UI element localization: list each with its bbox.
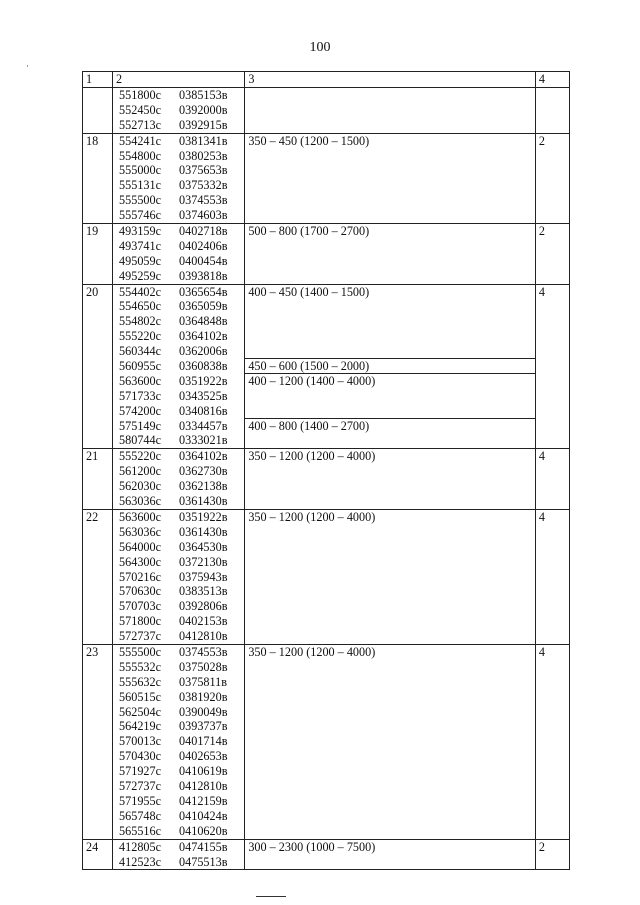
coordinate-pair	[119, 824, 244, 839]
table-row	[83, 510, 570, 645]
coordinate-pair	[119, 163, 244, 178]
coordinates-cell	[113, 88, 245, 134]
table-row	[83, 645, 570, 840]
latitude-value: 555746с	[119, 208, 162, 223]
row-number: 21	[86, 449, 99, 464]
depth-range-segment: 400 – 800 (1400 – 2700)	[248, 418, 370, 433]
row-number-cell	[83, 449, 113, 510]
coordinate-pair	[119, 329, 244, 344]
latitude-value: 564219с	[119, 719, 162, 734]
longitude-value: 0372130в	[179, 554, 228, 569]
latitude-value: 575149с	[119, 418, 162, 433]
category-value: 4	[538, 645, 545, 660]
coordinate-pair	[119, 794, 244, 809]
latitude-value: 495259с	[119, 268, 162, 283]
row-number: 22	[86, 510, 99, 525]
latitude-value: 563600с	[119, 373, 162, 388]
coordinate-pair	[119, 359, 244, 374]
table-row	[83, 88, 570, 134]
longitude-value: 0474155в	[179, 839, 228, 854]
longitude-value: 0392000в	[179, 102, 228, 117]
depth-range-segment: 400 – 450 (1400 – 1500)	[245, 285, 535, 360]
latitude-value: 571800с	[119, 614, 162, 629]
coordinate-pair	[119, 449, 244, 464]
coordinate-pair	[119, 239, 244, 254]
depth-range: 300 – 2300 (1000 – 7500)	[248, 839, 376, 854]
header-cell-4: 4	[535, 72, 569, 88]
latitude-value: 554800с	[119, 148, 162, 163]
latitude-value: 563600с	[119, 510, 162, 525]
coordinate-pair	[119, 103, 244, 118]
longitude-value: 0362006в	[179, 344, 228, 359]
coordinate-pair	[119, 599, 244, 614]
latitude-value: 560344с	[119, 344, 162, 359]
category-cell	[535, 88, 569, 134]
latitude-value: 555532с	[119, 659, 162, 674]
depth-range: 350 – 450 (1200 – 1500)	[248, 133, 370, 148]
coordinate-pair	[119, 433, 244, 448]
longitude-value: 0360838в	[179, 359, 228, 374]
latitude-value: 554402с	[119, 284, 162, 299]
depth-range-cell	[245, 645, 536, 840]
longitude-value: 0412159в	[179, 793, 228, 808]
latitude-value: 565516с	[119, 823, 162, 838]
longitude-value: 0402718в	[179, 224, 228, 239]
category-value: 4	[538, 284, 545, 299]
coordinate-pair	[119, 464, 244, 479]
coordinate-pair	[119, 660, 244, 675]
longitude-value: 0402153в	[179, 614, 228, 629]
coordinates-cell	[113, 839, 245, 870]
latitude-value: 571733с	[119, 388, 162, 403]
category-cell	[535, 133, 569, 223]
margin-mark	[27, 65, 28, 67]
coordinate-pair	[119, 570, 244, 585]
depth-range-cell	[245, 224, 536, 285]
coordinate-pair	[119, 118, 244, 133]
row-number: 18	[86, 133, 99, 148]
latitude-value: 552713с	[119, 117, 162, 132]
coordinate-pair	[119, 540, 244, 555]
table-row	[83, 449, 570, 510]
longitude-value: 0410424в	[179, 808, 228, 823]
page-number: 100	[309, 40, 331, 55]
coordinate-pair	[119, 149, 244, 164]
coordinate-pair	[119, 840, 244, 855]
coordinates-cell	[113, 449, 245, 510]
latitude-value: 570216с	[119, 569, 162, 584]
latitude-value: 563036с	[119, 524, 162, 539]
longitude-value: 0392806в	[179, 599, 228, 614]
longitude-value: 0361430в	[179, 494, 228, 509]
depth-range-segment: 450 – 600 (1500 – 2000)	[245, 359, 535, 374]
coordinates-cell	[113, 284, 245, 449]
latitude-value: 564300с	[119, 554, 162, 569]
longitude-value: 0364102в	[179, 329, 228, 344]
header-cell-1: 1	[83, 72, 113, 88]
coordinate-pair	[119, 705, 244, 720]
longitude-value: 0392915в	[179, 117, 228, 132]
category-cell	[535, 839, 569, 870]
category-cell	[535, 510, 569, 645]
table-row	[83, 224, 570, 285]
latitude-value: 552450с	[119, 102, 162, 117]
longitude-value: 0375028в	[179, 659, 228, 674]
longitude-value: 0410619в	[179, 764, 228, 779]
latitude-value: 574200с	[119, 403, 162, 418]
coordinates-cell	[113, 645, 245, 840]
table-row	[83, 133, 570, 223]
latitude-value: 555000с	[119, 163, 162, 178]
coordinate-pair	[119, 764, 244, 779]
coordinate-pair	[119, 374, 244, 389]
coordinates-cell	[113, 510, 245, 645]
coordinate-pair	[119, 584, 244, 599]
row-number-cell	[83, 284, 113, 449]
row-number: 24	[86, 839, 99, 854]
longitude-value: 0375943в	[179, 569, 228, 584]
row-number-cell	[83, 839, 113, 870]
coordinate-pair	[119, 494, 244, 509]
coordinates-cell	[113, 224, 245, 285]
longitude-value: 0401714в	[179, 734, 228, 749]
longitude-value: 0365059в	[179, 299, 228, 314]
longitude-value: 0381341в	[179, 133, 228, 148]
latitude-value: 554802с	[119, 314, 162, 329]
coordinate-pair	[119, 555, 244, 570]
depth-range-cell	[245, 88, 536, 134]
latitude-value: 570703с	[119, 599, 162, 614]
latitude-value: 493159с	[119, 224, 162, 239]
longitude-value: 0375653в	[179, 163, 228, 178]
category-cell	[535, 224, 569, 285]
longitude-value: 0383513в	[179, 584, 228, 599]
latitude-value: 570430с	[119, 749, 162, 764]
latitude-value: 572737с	[119, 779, 162, 794]
category-cell	[535, 449, 569, 510]
latitude-value: 495059с	[119, 253, 162, 268]
depth-range-segment: 400 – 1200 (1400 – 4000)	[245, 374, 535, 419]
latitude-value: 580744с	[119, 433, 162, 448]
depth-range-cell	[245, 510, 536, 645]
coordinate-pair	[119, 734, 244, 749]
longitude-value: 0374553в	[179, 193, 228, 208]
category-value: 2	[538, 133, 545, 148]
coordinate-pair	[119, 645, 244, 660]
longitude-value: 0333021в	[179, 433, 228, 448]
category-cell	[535, 645, 569, 840]
coordinate-pair	[119, 690, 244, 705]
longitude-value: 0343525в	[179, 388, 228, 403]
longitude-value: 0334457в	[179, 418, 228, 433]
depth-range-cell	[245, 839, 536, 870]
coordinate-pair	[119, 314, 244, 329]
coordinate-pair	[119, 675, 244, 690]
coordinate-pair	[119, 629, 244, 644]
latitude-value: 555632с	[119, 674, 162, 689]
longitude-value: 0374603в	[179, 208, 228, 223]
longitude-value: 0390049в	[179, 704, 228, 719]
coordinate-pair	[119, 809, 244, 824]
latitude-value: 571955с	[119, 793, 162, 808]
latitude-value: 412523с	[119, 854, 162, 869]
longitude-value: 0381920в	[179, 689, 228, 704]
longitude-value: 0410620в	[179, 823, 228, 838]
depth-range-cell	[245, 449, 536, 510]
longitude-value: 0365654в	[179, 284, 228, 299]
coordinate-pair	[119, 254, 244, 269]
latitude-value: 560515с	[119, 689, 162, 704]
latitude-value: 551800с	[119, 88, 162, 102]
longitude-value: 0375332в	[179, 178, 228, 193]
longitude-value: 0364530в	[179, 539, 228, 554]
coordinate-pair	[119, 614, 244, 629]
coordinate-pair	[119, 299, 244, 314]
coordinate-pair	[119, 525, 244, 540]
latitude-value: 555220с	[119, 449, 162, 464]
longitude-value: 0364102в	[179, 449, 228, 464]
depth-range: 350 – 1200 (1200 – 4000)	[248, 645, 376, 660]
table-row	[83, 839, 570, 870]
coordinate-pair	[119, 389, 244, 404]
depth-range-cell	[245, 133, 536, 223]
row-number: 19	[86, 224, 99, 239]
coordinate-pair	[119, 88, 244, 103]
longitude-value: 0412810в	[179, 629, 228, 644]
latitude-value: 554241с	[119, 133, 162, 148]
longitude-value: 0385153в	[179, 88, 228, 102]
longitude-value: 0351922в	[179, 510, 228, 525]
latitude-value: 565748с	[119, 808, 162, 823]
coordinate-pair	[119, 855, 244, 870]
latitude-value: 412805с	[119, 839, 162, 854]
depth-range: 500 – 800 (1700 – 2700)	[248, 224, 370, 239]
longitude-value: 0393737в	[179, 719, 228, 734]
table-header-row	[83, 72, 570, 88]
longitude-value: 0375811в	[179, 674, 228, 689]
coordinate-pair	[119, 344, 244, 359]
latitude-value: 571927с	[119, 764, 162, 779]
row-number: 20	[86, 284, 99, 299]
longitude-value: 0374553в	[179, 645, 228, 660]
longitude-value: 0362730в	[179, 464, 228, 479]
latitude-value: 554650с	[119, 299, 162, 314]
row-number-cell	[83, 510, 113, 645]
category-value: 2	[538, 839, 545, 854]
coordinate-pair	[119, 224, 244, 239]
latitude-value: 572737с	[119, 629, 162, 644]
category-cell	[535, 284, 569, 449]
latitude-value: 570630с	[119, 584, 162, 599]
longitude-value: 0361430в	[179, 524, 228, 539]
longitude-value: 0412810в	[179, 779, 228, 794]
coordinates-cell	[113, 133, 245, 223]
coordinate-pair	[119, 719, 244, 734]
header-cell-3: 3	[245, 72, 536, 88]
coordinate-pair	[119, 479, 244, 494]
table-row	[83, 284, 570, 449]
longitude-value: 0340816в	[179, 403, 228, 418]
category-value: 4	[538, 510, 545, 525]
coordinate-pair	[119, 749, 244, 764]
latitude-value: 562504с	[119, 704, 162, 719]
latitude-value: 560955с	[119, 359, 162, 374]
latitude-value: 564000с	[119, 539, 162, 554]
footer-mark	[256, 896, 286, 897]
row-number-cell	[83, 224, 113, 285]
row-number: 23	[86, 645, 99, 660]
header-cell-2: 2	[113, 72, 245, 88]
depth-range-cell	[245, 284, 536, 449]
row-number-cell	[83, 645, 113, 840]
row-number-cell	[83, 88, 113, 134]
longitude-value: 0362138в	[179, 479, 228, 494]
coordinate-pair	[119, 178, 244, 193]
longitude-value: 0380253в	[179, 148, 228, 163]
coordinate-pair	[119, 208, 244, 223]
latitude-value: 570013с	[119, 734, 162, 749]
depth-range: 350 – 1200 (1200 – 4000)	[248, 449, 376, 464]
coordinate-pair	[119, 285, 244, 300]
row-number-cell	[83, 133, 113, 223]
longitude-value: 0402406в	[179, 238, 228, 253]
latitude-value: 563036с	[119, 494, 162, 509]
coordinates-table	[82, 71, 570, 870]
longitude-value: 0351922в	[179, 373, 228, 388]
coordinate-pair	[119, 134, 244, 149]
latitude-value: 555500с	[119, 645, 162, 660]
depth-range: 350 – 1200 (1200 – 4000)	[248, 510, 376, 525]
longitude-value: 0393818в	[179, 268, 228, 283]
coordinate-pair	[119, 269, 244, 284]
latitude-value: 555500с	[119, 193, 162, 208]
latitude-value: 555131с	[119, 178, 162, 193]
coordinate-pair	[119, 193, 244, 208]
longitude-value: 0364848в	[179, 314, 228, 329]
category-value: 4	[538, 449, 545, 464]
longitude-value: 0402653в	[179, 749, 228, 764]
longitude-value: 0400454в	[179, 253, 228, 268]
latitude-value: 555220с	[119, 329, 162, 344]
coordinate-pair	[119, 779, 244, 794]
coordinate-pair	[119, 404, 244, 419]
coordinate-pair	[119, 510, 244, 525]
latitude-value: 561200с	[119, 464, 162, 479]
latitude-value: 562030с	[119, 479, 162, 494]
coordinate-pair	[119, 419, 244, 434]
longitude-value: 0475513в	[179, 854, 228, 869]
latitude-value: 493741с	[119, 238, 162, 253]
category-value: 2	[538, 224, 545, 239]
